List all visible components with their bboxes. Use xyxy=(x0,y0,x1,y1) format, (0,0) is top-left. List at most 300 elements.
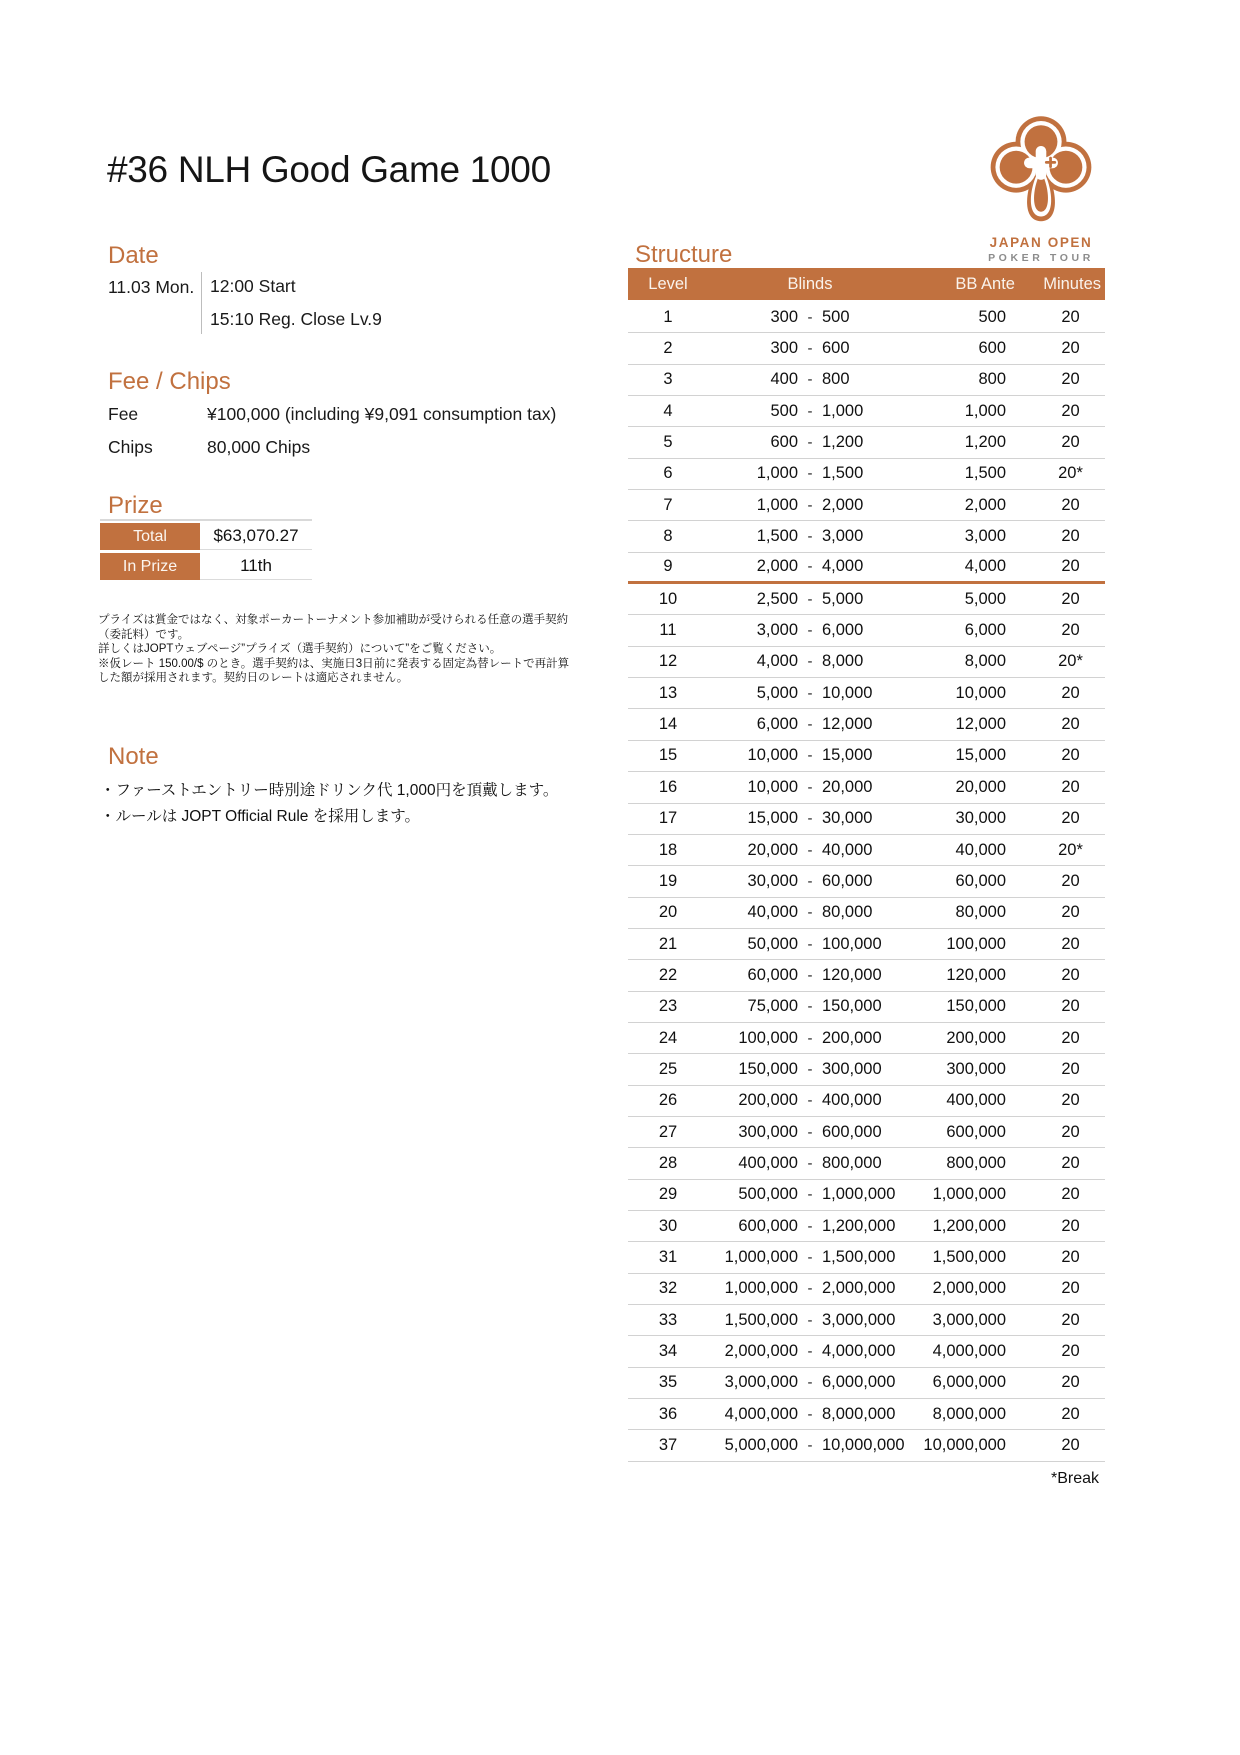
minutes-cell: 20 xyxy=(1061,903,1080,922)
big-blind-value: 600 xyxy=(822,339,850,358)
blinds-cell xyxy=(708,1154,912,1173)
level-cell: 6 xyxy=(663,464,673,483)
structure-row xyxy=(628,960,1105,991)
blinds-cell xyxy=(708,496,912,515)
small-blind-value: 15,000 xyxy=(747,809,798,828)
small-blind-value: 1,000 xyxy=(756,495,798,514)
blinds-dash: - xyxy=(807,904,813,922)
small-blind-value: 50,000 xyxy=(747,934,798,953)
blinds-cell xyxy=(708,935,912,954)
blinds-cell xyxy=(708,1217,912,1236)
small-blind-value: 1,000 xyxy=(756,464,798,483)
level-cell: 4 xyxy=(663,401,673,420)
level-cell: 36 xyxy=(658,1404,678,1423)
big-blind-value: 150,000 xyxy=(822,997,882,1016)
big-blind-value: 80,000 xyxy=(822,903,873,922)
big-blind-value: 6,000 xyxy=(822,621,864,640)
fee-chips-heading: Fee / Chips xyxy=(108,368,231,395)
big-blind-value: 12,000 xyxy=(822,715,873,734)
big-blind-value: 800 xyxy=(822,370,850,389)
level-cell: 8 xyxy=(663,527,673,546)
level-cell: 13 xyxy=(658,683,678,702)
blinds-dash: - xyxy=(807,1374,813,1392)
bb-ante-cell: 8,000,000 xyxy=(932,1404,1006,1423)
structure-row xyxy=(628,1086,1105,1117)
blinds-dash: - xyxy=(807,1154,813,1172)
minutes-cell: 20 xyxy=(1061,307,1080,326)
minutes-cell: 20 xyxy=(1061,1342,1080,1361)
level-cell: 27 xyxy=(658,1122,678,1141)
structure-row xyxy=(628,333,1105,364)
minutes-cell: 20 xyxy=(1061,746,1080,765)
level-cell: 12 xyxy=(658,652,678,671)
blinds-cell xyxy=(708,557,912,576)
small-blind-value: 1,500 xyxy=(756,527,798,546)
minutes-cell: 20 xyxy=(1061,1436,1080,1455)
structure-row xyxy=(628,1305,1105,1336)
date-times xyxy=(201,272,382,334)
blinds-cell xyxy=(708,1060,912,1079)
structure-heading: Structure xyxy=(635,241,733,268)
blinds-cell xyxy=(708,1029,912,1048)
level-cell: 23 xyxy=(658,997,678,1016)
small-blind-value: 500 xyxy=(770,401,798,420)
small-blind-value: 1,000,000 xyxy=(724,1279,798,1298)
big-blind-value: 1,200 xyxy=(822,433,864,452)
small-blind-value: 150,000 xyxy=(738,1059,798,1078)
structure-row xyxy=(628,490,1105,521)
structure-rows xyxy=(628,302,1105,1462)
minutes-cell: 20 xyxy=(1061,1279,1080,1298)
structure-row xyxy=(628,1274,1105,1305)
blinds-cell xyxy=(708,1311,912,1330)
small-blind-value: 10,000 xyxy=(747,777,798,796)
prize-table xyxy=(100,519,312,580)
prize-total-label: Total xyxy=(100,523,200,550)
blinds-cell xyxy=(708,621,912,640)
fee-value: ¥100,000 (including ¥9,091 consumption tax) xyxy=(207,404,557,424)
bb-ante-cell: 2,000 xyxy=(964,495,1006,514)
small-blind-value: 4,000,000 xyxy=(724,1404,798,1423)
structure-row xyxy=(628,1117,1105,1148)
level-cell: 28 xyxy=(658,1153,678,1172)
bb-ante-cell: 40,000 xyxy=(955,840,1006,859)
level-cell: 30 xyxy=(658,1216,678,1235)
big-blind-value: 20,000 xyxy=(822,777,873,796)
club-clover-icon xyxy=(988,114,1094,232)
structure-row xyxy=(628,1211,1105,1242)
disclaimer-line: ※仮レート 150.00/$ のとき。選手契約は、実施日3日前に発表する固定為替レートで再計算した額が採用されます。契約日のレートは適応されません。 xyxy=(98,657,570,684)
big-blind-value: 1,500,000 xyxy=(822,1247,896,1266)
blinds-dash: - xyxy=(807,810,813,828)
blinds-cell xyxy=(708,590,912,609)
bb-ante-column-header: BB Ante xyxy=(955,274,1015,293)
blinds-cell xyxy=(708,464,912,483)
small-blind-value: 75,000 xyxy=(747,997,798,1016)
blinds-cell xyxy=(708,684,912,703)
minutes-cell: 20 xyxy=(1061,777,1080,796)
blinds-dash: - xyxy=(807,622,813,640)
bb-ante-cell: 200,000 xyxy=(946,1028,1006,1047)
minutes-cell: 20 xyxy=(1061,934,1080,953)
blinds-column-header: Blinds xyxy=(787,274,833,293)
small-blind-value: 600 xyxy=(770,433,798,452)
prize-inprize-row xyxy=(100,553,312,580)
structure-row xyxy=(628,365,1105,396)
disclaimer-line: プライズは賞金ではなく、対象ポーカートーナメント参加補助が受けられる任意の選手契約（委託料）です。 xyxy=(98,614,569,641)
structure-row xyxy=(628,898,1105,929)
fee-chips-table xyxy=(108,405,556,457)
level-cell: 1 xyxy=(663,307,673,326)
blinds-dash: - xyxy=(807,1248,813,1266)
minutes-column-header: Minutes xyxy=(1043,274,1101,293)
minutes-cell: 20* xyxy=(1058,464,1083,483)
chips-row xyxy=(108,438,556,457)
blinds-cell xyxy=(708,1405,912,1424)
level-column-header: Level xyxy=(648,274,688,293)
structure-row xyxy=(628,804,1105,835)
bb-ante-cell: 10,000 xyxy=(955,683,1006,702)
bb-ante-cell: 1,000,000 xyxy=(932,1185,1006,1204)
structure-row xyxy=(628,709,1105,740)
minutes-cell: 20 xyxy=(1061,1185,1080,1204)
fee-row xyxy=(108,405,556,424)
structure-row xyxy=(628,1148,1105,1179)
level-cell: 15 xyxy=(658,746,678,765)
blinds-cell xyxy=(708,778,912,797)
bb-ante-cell: 3,000,000 xyxy=(932,1310,1006,1329)
minutes-cell: 20 xyxy=(1061,1373,1080,1392)
bb-ante-cell: 60,000 xyxy=(955,871,1006,890)
prize-inprize-label: In Prize xyxy=(100,553,200,580)
structure-row xyxy=(628,741,1105,772)
logo-subtitle: POKER TOUR xyxy=(988,252,1094,264)
blinds-dash: - xyxy=(807,528,813,546)
structure-row xyxy=(628,459,1105,490)
bb-ante-cell: 1,200,000 xyxy=(932,1216,1006,1235)
blinds-cell xyxy=(708,1091,912,1110)
blinds-dash: - xyxy=(807,1280,813,1298)
bb-ante-cell: 12,000 xyxy=(955,715,1006,734)
big-blind-value: 8,000,000 xyxy=(822,1404,896,1423)
blinds-cell xyxy=(708,1123,912,1142)
blinds-dash: - xyxy=(807,465,813,483)
bb-ante-cell: 500 xyxy=(978,307,1006,326)
level-cell: 2 xyxy=(663,339,673,358)
structure-header-row xyxy=(628,268,1105,300)
note-item: ・ルールは JOPT Official Rule を採用します。 xyxy=(100,808,420,825)
minutes-cell: 20 xyxy=(1061,809,1080,828)
structure-row xyxy=(628,427,1105,458)
small-blind-value: 5,000,000 xyxy=(724,1436,798,1455)
blinds-dash: - xyxy=(807,841,813,859)
bb-ante-cell: 6,000,000 xyxy=(932,1373,1006,1392)
minutes-cell: 20* xyxy=(1058,652,1083,671)
big-blind-value: 15,000 xyxy=(822,746,873,765)
small-blind-value: 5,000 xyxy=(756,683,798,702)
small-blind-value: 3,000 xyxy=(756,621,798,640)
big-blind-value: 60,000 xyxy=(822,871,873,890)
blinds-dash: - xyxy=(807,1060,813,1078)
blinds-cell xyxy=(708,746,912,765)
blinds-dash: - xyxy=(807,308,813,326)
minutes-cell: 20 xyxy=(1061,997,1080,1016)
minutes-cell: 20 xyxy=(1061,871,1080,890)
prize-inprize-value: 11th xyxy=(200,553,312,580)
level-cell: 5 xyxy=(663,433,673,452)
level-cell: 18 xyxy=(658,840,678,859)
level-cell: 10 xyxy=(658,589,678,608)
fee-label: Fee xyxy=(108,404,139,424)
minutes-cell: 20 xyxy=(1061,401,1080,420)
minutes-cell: 20 xyxy=(1061,1310,1080,1329)
page-title: #36 NLH Good Game 1000 xyxy=(107,149,551,190)
minutes-cell: 20 xyxy=(1061,1404,1080,1423)
minutes-cell: 20 xyxy=(1061,965,1080,984)
bb-ante-cell: 600,000 xyxy=(946,1122,1006,1141)
structure-row xyxy=(628,992,1105,1023)
blinds-dash: - xyxy=(807,747,813,765)
big-blind-value: 4,000 xyxy=(822,557,864,576)
minutes-cell: 20 xyxy=(1061,621,1080,640)
small-blind-value: 300 xyxy=(770,339,798,358)
level-cell: 21 xyxy=(658,934,678,953)
note-item: ・ファーストエントリー時別途ドリンク代 1,000円を頂戴します。 xyxy=(100,782,559,799)
chips-value: 80,000 Chips xyxy=(207,437,311,457)
big-blind-value: 10,000,000 xyxy=(822,1436,905,1455)
bb-ante-cell: 300,000 xyxy=(946,1059,1006,1078)
level-cell: 34 xyxy=(658,1342,678,1361)
blinds-dash: - xyxy=(807,966,813,984)
blinds-cell xyxy=(708,402,912,421)
small-blind-value: 3,000,000 xyxy=(724,1373,798,1392)
small-blind-value: 40,000 xyxy=(747,903,798,922)
blinds-dash: - xyxy=(807,872,813,890)
big-blind-value: 2,000,000 xyxy=(822,1279,896,1298)
small-blind-value: 1,500,000 xyxy=(724,1310,798,1329)
bb-ante-cell: 80,000 xyxy=(955,903,1006,922)
big-blind-value: 100,000 xyxy=(822,934,882,953)
blinds-dash: - xyxy=(807,340,813,358)
blinds-dash: - xyxy=(807,1186,813,1204)
small-blind-value: 30,000 xyxy=(747,871,798,890)
structure-row xyxy=(628,678,1105,709)
bb-ante-cell: 4,000,000 xyxy=(932,1342,1006,1361)
big-blind-value: 3,000 xyxy=(822,527,864,546)
structure-row xyxy=(628,1399,1105,1430)
bb-ante-cell: 4,000 xyxy=(964,557,1006,576)
blinds-cell xyxy=(708,1185,912,1204)
level-cell: 16 xyxy=(658,777,678,796)
big-blind-value: 500 xyxy=(822,307,850,326)
big-blind-value: 6,000,000 xyxy=(822,1373,896,1392)
level-cell: 37 xyxy=(658,1436,678,1455)
blinds-dash: - xyxy=(807,558,813,576)
small-blind-value: 100,000 xyxy=(738,1028,798,1047)
bb-ante-cell: 15,000 xyxy=(955,746,1006,765)
blinds-dash: - xyxy=(807,1437,813,1455)
date-day: 11.03 Mon. xyxy=(108,277,195,297)
structure-row xyxy=(628,835,1105,866)
bb-ante-cell: 5,000 xyxy=(964,589,1006,608)
blinds-dash: - xyxy=(807,716,813,734)
bb-ante-cell: 1,500 xyxy=(964,464,1006,483)
level-cell: 32 xyxy=(658,1279,678,1298)
structure-row xyxy=(628,1023,1105,1054)
break-footnote: *Break xyxy=(1050,1470,1099,1487)
minutes-cell: 20 xyxy=(1061,1153,1080,1172)
level-cell: 26 xyxy=(658,1091,678,1110)
minutes-cell: 20 xyxy=(1061,1122,1080,1141)
bb-ante-cell: 6,000 xyxy=(964,621,1006,640)
minutes-cell: 20 xyxy=(1061,715,1080,734)
minutes-cell: 20* xyxy=(1058,840,1083,859)
bb-ante-cell: 1,000 xyxy=(964,401,1006,420)
blinds-dash: - xyxy=(807,1123,813,1141)
minutes-cell: 20 xyxy=(1061,1216,1080,1235)
blinds-dash: - xyxy=(807,1343,813,1361)
bb-ante-cell: 120,000 xyxy=(946,965,1006,984)
level-cell: 7 xyxy=(663,495,673,514)
big-blind-value: 400,000 xyxy=(822,1091,882,1110)
blinds-dash: - xyxy=(807,496,813,514)
structure-row xyxy=(628,521,1105,552)
bb-ante-cell: 1,500,000 xyxy=(932,1247,1006,1266)
blinds-dash: - xyxy=(807,402,813,420)
structure-row xyxy=(628,1180,1105,1211)
small-blind-value: 400 xyxy=(770,370,798,389)
level-cell: 9 xyxy=(663,557,673,576)
big-blind-value: 120,000 xyxy=(822,965,882,984)
blinds-cell xyxy=(708,527,912,546)
level-cell: 3 xyxy=(663,370,673,389)
structure-row xyxy=(628,396,1105,427)
big-blind-value: 600,000 xyxy=(822,1122,882,1141)
big-blind-value: 1,500 xyxy=(822,464,864,483)
small-blind-value: 500,000 xyxy=(738,1185,798,1204)
minutes-cell: 20 xyxy=(1061,1059,1080,1078)
blinds-cell xyxy=(708,966,912,985)
blinds-cell xyxy=(708,1436,912,1455)
bb-ante-cell: 400,000 xyxy=(946,1091,1006,1110)
blinds-dash: - xyxy=(807,998,813,1016)
blinds-cell xyxy=(708,903,912,922)
chips-label: Chips xyxy=(108,437,153,457)
bb-ante-cell: 3,000 xyxy=(964,527,1006,546)
big-blind-value: 1,000,000 xyxy=(822,1185,896,1204)
minutes-cell: 20 xyxy=(1061,683,1080,702)
small-blind-value: 600,000 xyxy=(738,1216,798,1235)
structure-row xyxy=(628,553,1105,584)
blinds-cell xyxy=(708,809,912,828)
blinds-dash: - xyxy=(807,590,813,608)
blinds-dash: - xyxy=(807,1092,813,1110)
bb-ante-cell: 100,000 xyxy=(946,934,1006,953)
big-blind-value: 4,000,000 xyxy=(822,1342,896,1361)
note-list xyxy=(100,778,558,830)
logo-title: JAPAN OPEN xyxy=(989,235,1093,250)
blinds-dash: - xyxy=(807,684,813,702)
blinds-dash: - xyxy=(807,1405,813,1423)
level-cell: 29 xyxy=(658,1185,678,1204)
minutes-cell: 20 xyxy=(1061,433,1080,452)
jopt-logo xyxy=(985,114,1097,264)
small-blind-value: 400,000 xyxy=(738,1153,798,1172)
bb-ante-cell: 800,000 xyxy=(946,1153,1006,1172)
structure-row xyxy=(628,772,1105,803)
structure-row xyxy=(628,866,1105,897)
blinds-cell xyxy=(708,1248,912,1267)
date-heading: Date xyxy=(108,242,159,269)
blinds-cell xyxy=(708,841,912,860)
small-blind-value: 4,000 xyxy=(756,652,798,671)
level-cell: 31 xyxy=(658,1247,678,1266)
bb-ante-cell: 30,000 xyxy=(955,809,1006,828)
bb-ante-cell: 2,000,000 xyxy=(932,1279,1006,1298)
structure-row xyxy=(628,1242,1105,1273)
level-cell: 35 xyxy=(658,1373,678,1392)
bb-ante-cell: 150,000 xyxy=(946,997,1006,1016)
small-blind-value: 300,000 xyxy=(738,1122,798,1141)
structure-row xyxy=(628,584,1105,615)
blinds-cell xyxy=(708,715,912,734)
prize-disclaimer xyxy=(98,613,572,686)
small-blind-value: 300 xyxy=(770,307,798,326)
small-blind-value: 10,000 xyxy=(747,746,798,765)
blinds-dash: - xyxy=(807,778,813,796)
structure-row xyxy=(628,1054,1105,1085)
blinds-cell xyxy=(708,652,912,671)
blinds-cell xyxy=(708,1373,912,1392)
bb-ante-cell: 1,200 xyxy=(964,433,1006,452)
structure-row xyxy=(628,929,1105,960)
blinds-dash: - xyxy=(807,434,813,452)
small-blind-value: 1,000,000 xyxy=(724,1247,798,1266)
minutes-cell: 20 xyxy=(1061,589,1080,608)
small-blind-value: 2,500 xyxy=(756,589,798,608)
prize-heading: Prize xyxy=(108,492,163,519)
start-time: 12:00 Start xyxy=(210,276,296,296)
small-blind-value: 2,000,000 xyxy=(724,1342,798,1361)
structure-row xyxy=(628,1368,1105,1399)
structure-row xyxy=(628,302,1105,333)
blinds-cell xyxy=(708,872,912,891)
structure-row xyxy=(628,1430,1105,1461)
disclaimer-line: 詳しくはJOPTウェブページ”プライズ（選手契約）について”をご覧ください。 xyxy=(98,643,502,655)
level-cell: 25 xyxy=(658,1059,678,1078)
minutes-cell: 20 xyxy=(1061,370,1080,389)
level-cell: 14 xyxy=(658,715,678,734)
prize-total-row xyxy=(100,523,312,550)
level-cell: 22 xyxy=(658,965,678,984)
minutes-cell: 20 xyxy=(1061,1028,1080,1047)
small-blind-value: 6,000 xyxy=(756,715,798,734)
bb-ante-cell: 800 xyxy=(978,370,1006,389)
minutes-cell: 20 xyxy=(1061,557,1080,576)
structure-row xyxy=(628,615,1105,646)
small-blind-value: 60,000 xyxy=(747,965,798,984)
blinds-cell xyxy=(708,370,912,389)
small-blind-value: 2,000 xyxy=(756,557,798,576)
big-blind-value: 200,000 xyxy=(822,1028,882,1047)
level-cell: 24 xyxy=(658,1028,678,1047)
structure-row xyxy=(628,1336,1105,1367)
blinds-cell xyxy=(708,997,912,1016)
big-blind-value: 1,000 xyxy=(822,401,864,420)
big-blind-value: 10,000 xyxy=(822,683,873,702)
big-blind-value: 1,200,000 xyxy=(822,1216,896,1235)
bb-ante-cell: 600 xyxy=(978,339,1006,358)
